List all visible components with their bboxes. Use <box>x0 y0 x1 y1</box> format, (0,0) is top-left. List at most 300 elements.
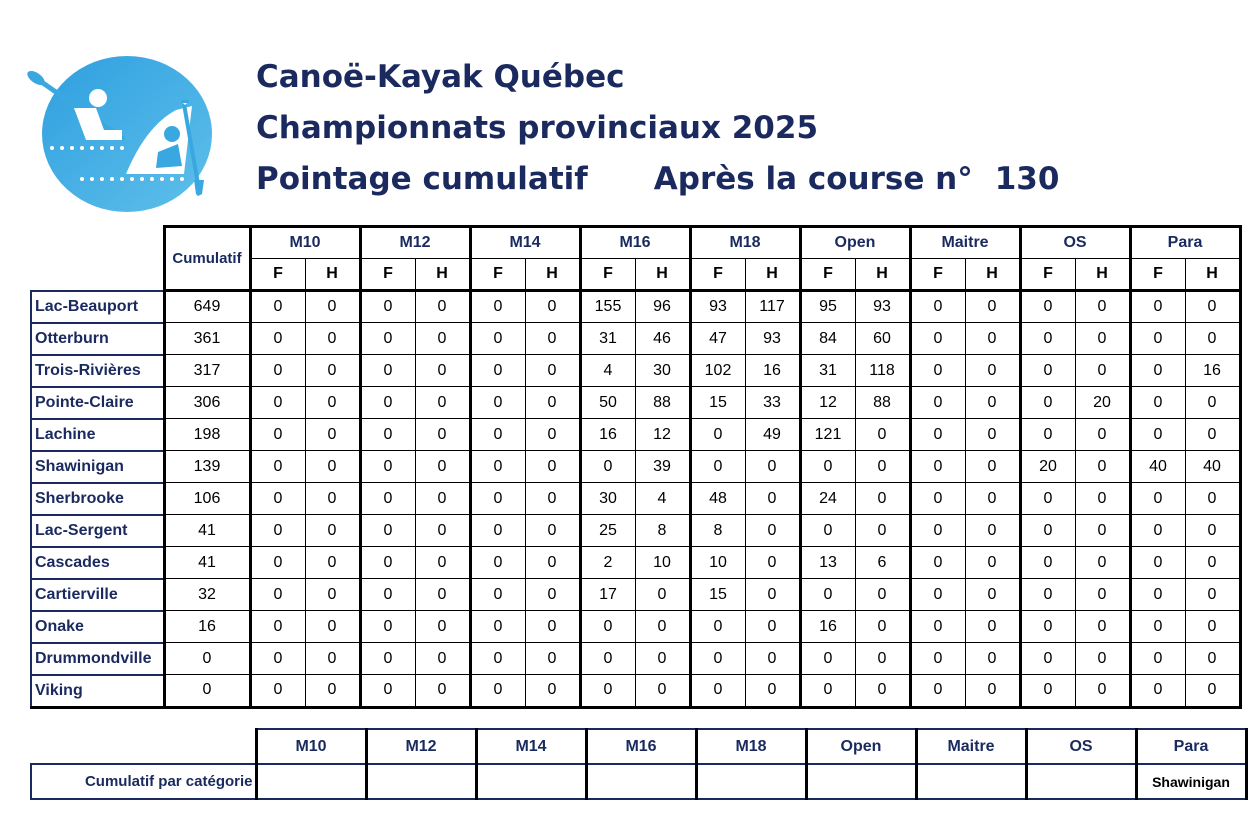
score-cell: 0 <box>470 611 525 643</box>
score-cell: 0 <box>910 323 965 355</box>
score-cell: 0 <box>1020 643 1075 675</box>
score-cell: 0 <box>965 387 1020 419</box>
score-cell: 0 <box>360 387 415 419</box>
club-total: 41 <box>164 547 250 579</box>
page-subtitle: Championnats provinciaux 2025 <box>256 110 819 146</box>
table-row <box>31 515 1240 547</box>
score-cell: 20 <box>1075 387 1130 419</box>
score-cell: 0 <box>360 419 415 451</box>
table-row <box>31 291 1240 323</box>
score-cell: 102 <box>690 355 745 387</box>
summary-category-header: M12 <box>366 729 476 764</box>
score-cell: 12 <box>800 387 855 419</box>
score-cell: 0 <box>855 675 910 708</box>
score-cell: 0 <box>1185 643 1240 675</box>
score-cell: 0 <box>1185 323 1240 355</box>
club-total: 649 <box>164 291 250 323</box>
club-name: Viking <box>31 675 164 708</box>
standings-table <box>30 225 1242 709</box>
score-cell: 0 <box>1020 291 1075 323</box>
score-cell: 0 <box>910 387 965 419</box>
score-cell: 93 <box>855 291 910 323</box>
score-cell: 0 <box>360 451 415 483</box>
score-cell: 0 <box>1185 579 1240 611</box>
score-cell: 0 <box>1185 483 1240 515</box>
score-cell: 0 <box>1185 547 1240 579</box>
sub-header-h: H <box>525 259 580 291</box>
score-cell: 0 <box>415 547 470 579</box>
score-cell: 0 <box>415 483 470 515</box>
score-cell: 0 <box>470 643 525 675</box>
score-cell: 0 <box>525 451 580 483</box>
score-cell: 13 <box>800 547 855 579</box>
score-cell: 0 <box>910 291 965 323</box>
score-cell: 0 <box>525 515 580 547</box>
table-row <box>31 355 1240 387</box>
club-total: 317 <box>164 355 250 387</box>
score-cell: 0 <box>525 547 580 579</box>
score-cell: 0 <box>250 483 305 515</box>
sub-header-h: H <box>965 259 1020 291</box>
score-cell: 0 <box>250 643 305 675</box>
score-cell: 0 <box>580 675 635 708</box>
score-cell: 0 <box>415 387 470 419</box>
score-cell: 118 <box>855 355 910 387</box>
club-total: 32 <box>164 579 250 611</box>
score-cell: 0 <box>1020 547 1075 579</box>
score-cell: 0 <box>470 483 525 515</box>
sub-header-f: F <box>1130 259 1185 291</box>
score-cell: 0 <box>305 579 360 611</box>
summary-winner <box>1026 764 1136 799</box>
club-name: Lac-Beauport <box>31 291 164 323</box>
score-cell: 155 <box>580 291 635 323</box>
category-summary-table <box>30 728 1248 800</box>
club-name: Shawinigan <box>31 451 164 483</box>
summary-winner <box>806 764 916 799</box>
score-cell: 30 <box>580 483 635 515</box>
score-cell: 0 <box>745 515 800 547</box>
summary-category-header: M16 <box>586 729 696 764</box>
score-cell: 31 <box>580 323 635 355</box>
club-name: Cascades <box>31 547 164 579</box>
score-cell: 10 <box>635 547 690 579</box>
score-cell: 0 <box>745 675 800 708</box>
header-spacer <box>31 227 164 291</box>
score-cell: 49 <box>745 419 800 451</box>
score-cell: 0 <box>690 451 745 483</box>
score-cell: 0 <box>305 355 360 387</box>
score-cell: 0 <box>470 547 525 579</box>
category-header: M12 <box>360 227 470 259</box>
score-cell: 50 <box>580 387 635 419</box>
after-race-label: Après la course n° <box>653 161 973 197</box>
score-cell: 84 <box>800 323 855 355</box>
club-name: Trois-Rivières <box>31 355 164 387</box>
sub-header-h: H <box>1075 259 1130 291</box>
score-cell: 0 <box>580 643 635 675</box>
score-cell: 0 <box>305 387 360 419</box>
score-cell: 0 <box>910 419 965 451</box>
sub-header-h: H <box>1185 259 1240 291</box>
score-cell: 0 <box>305 515 360 547</box>
score-cell: 0 <box>1130 611 1185 643</box>
score-cell: 0 <box>415 291 470 323</box>
table-row <box>31 579 1240 611</box>
score-cell: 0 <box>855 483 910 515</box>
score-cell: 0 <box>470 515 525 547</box>
score-cell: 20 <box>1020 451 1075 483</box>
score-cell: 0 <box>525 579 580 611</box>
score-cell: 0 <box>910 451 965 483</box>
score-cell: 0 <box>1020 419 1075 451</box>
score-cell: 0 <box>855 451 910 483</box>
score-cell: 16 <box>580 419 635 451</box>
score-cell: 0 <box>305 675 360 708</box>
score-cell: 0 <box>910 483 965 515</box>
score-cell: 0 <box>1130 547 1185 579</box>
score-cell: 0 <box>305 643 360 675</box>
score-cell: 0 <box>415 355 470 387</box>
club-total: 139 <box>164 451 250 483</box>
score-cell: 0 <box>305 291 360 323</box>
score-cell: 0 <box>525 643 580 675</box>
score-cell: 0 <box>250 611 305 643</box>
score-cell: 0 <box>965 355 1020 387</box>
summary-header-row <box>31 729 1246 764</box>
score-cell: 0 <box>1130 483 1185 515</box>
score-cell: 0 <box>690 643 745 675</box>
category-header: M14 <box>470 227 580 259</box>
sub-header-f: F <box>1020 259 1075 291</box>
score-cell: 10 <box>690 547 745 579</box>
score-cell: 4 <box>580 355 635 387</box>
club-total: 16 <box>164 611 250 643</box>
summary-winner <box>696 764 806 799</box>
score-cell: 0 <box>360 547 415 579</box>
score-cell: 0 <box>415 611 470 643</box>
score-cell: 0 <box>1130 387 1185 419</box>
score-cell: 0 <box>910 611 965 643</box>
sub-header-h: H <box>745 259 800 291</box>
score-cell: 60 <box>855 323 910 355</box>
score-cell: 40 <box>1185 451 1240 483</box>
score-cell: 6 <box>855 547 910 579</box>
page-header <box>256 52 1059 205</box>
score-cell: 0 <box>360 643 415 675</box>
score-cell: 48 <box>690 483 745 515</box>
club-name: Cartierville <box>31 579 164 611</box>
score-cell: 95 <box>800 291 855 323</box>
table-row <box>31 643 1240 675</box>
score-cell: 0 <box>965 515 1020 547</box>
club-total: 306 <box>164 387 250 419</box>
score-cell: 93 <box>690 291 745 323</box>
club-name: Otterburn <box>31 323 164 355</box>
score-cell: 17 <box>580 579 635 611</box>
score-cell: 0 <box>470 451 525 483</box>
score-cell: 0 <box>965 291 1020 323</box>
score-cell: 0 <box>415 643 470 675</box>
score-cell: 88 <box>855 387 910 419</box>
category-header-row <box>31 227 1240 259</box>
score-cell: 0 <box>910 579 965 611</box>
score-cell: 33 <box>745 387 800 419</box>
score-cell: 0 <box>965 643 1020 675</box>
club-name: Drummondville <box>31 643 164 675</box>
score-cell: 16 <box>800 611 855 643</box>
score-cell: 0 <box>1020 323 1075 355</box>
score-cell: 39 <box>635 451 690 483</box>
score-cell: 0 <box>525 611 580 643</box>
club-total: 106 <box>164 483 250 515</box>
summary-winner: Shawinigan <box>1136 764 1246 799</box>
sub-header-f: F <box>250 259 305 291</box>
score-cell: 0 <box>1020 675 1075 708</box>
score-cell: 0 <box>415 675 470 708</box>
score-cell: 0 <box>690 419 745 451</box>
table-row <box>31 483 1240 515</box>
score-cell: 0 <box>470 291 525 323</box>
score-cell: 0 <box>305 611 360 643</box>
score-cell: 0 <box>910 515 965 547</box>
summary-values-row <box>31 764 1246 799</box>
sub-header-h: H <box>635 259 690 291</box>
score-cell: 0 <box>580 451 635 483</box>
score-cell: 0 <box>635 611 690 643</box>
score-cell: 0 <box>250 515 305 547</box>
score-cell: 0 <box>525 419 580 451</box>
score-cell: 0 <box>800 515 855 547</box>
score-cell: 0 <box>360 611 415 643</box>
score-cell: 0 <box>250 419 305 451</box>
summary-winner <box>586 764 696 799</box>
score-cell: 0 <box>855 611 910 643</box>
score-cell: 0 <box>360 483 415 515</box>
score-cell: 0 <box>305 419 360 451</box>
score-cell: 0 <box>1130 643 1185 675</box>
score-cell: 0 <box>1185 387 1240 419</box>
club-total: 198 <box>164 419 250 451</box>
score-cell: 0 <box>1185 419 1240 451</box>
score-cell: 16 <box>745 355 800 387</box>
score-cell: 0 <box>745 483 800 515</box>
score-cell: 117 <box>745 291 800 323</box>
score-cell: 0 <box>690 675 745 708</box>
sub-header-f: F <box>800 259 855 291</box>
score-cell: 0 <box>470 387 525 419</box>
score-cell: 0 <box>415 579 470 611</box>
score-cell: 0 <box>965 611 1020 643</box>
summary-spacer <box>31 729 256 764</box>
score-cell: 0 <box>1020 579 1075 611</box>
score-cell: 0 <box>470 579 525 611</box>
score-cell: 8 <box>690 515 745 547</box>
score-cell: 0 <box>800 675 855 708</box>
score-cell: 0 <box>1020 483 1075 515</box>
canoe-kayak-logo-icon <box>26 56 216 212</box>
category-header: M16 <box>580 227 690 259</box>
score-cell: 0 <box>470 355 525 387</box>
club-name: Pointe-Claire <box>31 387 164 419</box>
score-cell: 0 <box>305 483 360 515</box>
score-cell: 0 <box>855 643 910 675</box>
score-cell: 0 <box>855 419 910 451</box>
table-row <box>31 323 1240 355</box>
score-cell: 0 <box>910 643 965 675</box>
sub-header-h: H <box>305 259 360 291</box>
sub-header-f: F <box>580 259 635 291</box>
table-row <box>31 451 1240 483</box>
score-cell: 93 <box>745 323 800 355</box>
club-total: 41 <box>164 515 250 547</box>
club-name: Onake <box>31 611 164 643</box>
category-header: Para <box>1130 227 1240 259</box>
score-cell: 0 <box>360 515 415 547</box>
score-cell: 0 <box>745 579 800 611</box>
score-cell: 0 <box>250 451 305 483</box>
score-cell: 0 <box>250 547 305 579</box>
score-cell: 4 <box>635 483 690 515</box>
score-cell: 0 <box>1020 355 1075 387</box>
score-cell: 0 <box>525 483 580 515</box>
summary-category-header: M10 <box>256 729 366 764</box>
score-cell: 96 <box>635 291 690 323</box>
sub-header-f: F <box>690 259 745 291</box>
summary-category-header: OS <box>1026 729 1136 764</box>
score-cell: 0 <box>1075 579 1130 611</box>
score-cell: 30 <box>635 355 690 387</box>
table-row <box>31 611 1240 643</box>
club-total: 0 <box>164 643 250 675</box>
score-cell: 0 <box>965 547 1020 579</box>
sub-header-f: F <box>910 259 965 291</box>
table-row <box>31 387 1240 419</box>
summary-winner <box>256 764 366 799</box>
race-number: 130 <box>994 161 1060 197</box>
score-cell: 0 <box>1075 483 1130 515</box>
score-cell: 0 <box>525 675 580 708</box>
score-cell: 0 <box>965 419 1020 451</box>
score-cell: 16 <box>1185 355 1240 387</box>
summary-category-header: M14 <box>476 729 586 764</box>
score-cell: 0 <box>415 323 470 355</box>
table-row <box>31 419 1240 451</box>
score-cell: 0 <box>745 451 800 483</box>
score-cell: 0 <box>1075 451 1130 483</box>
category-header: Maitre <box>910 227 1020 259</box>
score-cell: 0 <box>1185 611 1240 643</box>
score-cell: 0 <box>580 611 635 643</box>
club-name: Lachine <box>31 419 164 451</box>
score-cell: 0 <box>415 515 470 547</box>
score-cell: 0 <box>965 323 1020 355</box>
club-name: Sherbrooke <box>31 483 164 515</box>
score-cell: 8 <box>635 515 690 547</box>
sub-header-h: H <box>415 259 470 291</box>
score-cell: 0 <box>965 579 1020 611</box>
club-name: Lac-Sergent <box>31 515 164 547</box>
summary-label: Cumulatif par catégorie <box>31 764 256 799</box>
scoring-line <box>256 154 1059 205</box>
score-cell: 0 <box>360 675 415 708</box>
score-cell: 0 <box>525 355 580 387</box>
score-cell: 0 <box>1130 515 1185 547</box>
score-cell: 0 <box>1020 611 1075 643</box>
score-cell: 0 <box>1075 355 1130 387</box>
score-cell: 0 <box>1075 515 1130 547</box>
score-cell: 0 <box>1130 579 1185 611</box>
score-cell: 0 <box>1075 547 1130 579</box>
sub-header-f: F <box>470 259 525 291</box>
score-cell: 0 <box>525 291 580 323</box>
score-cell: 121 <box>800 419 855 451</box>
score-cell: 0 <box>415 451 470 483</box>
score-cell: 0 <box>360 323 415 355</box>
table-row <box>31 547 1240 579</box>
summary-category-header: M18 <box>696 729 806 764</box>
score-cell: 0 <box>250 387 305 419</box>
sub-header-f: F <box>360 259 415 291</box>
score-cell: 0 <box>1130 355 1185 387</box>
score-cell: 0 <box>690 611 745 643</box>
score-cell: 0 <box>910 547 965 579</box>
score-cell: 31 <box>800 355 855 387</box>
score-cell: 0 <box>1075 419 1130 451</box>
score-cell: 0 <box>1130 323 1185 355</box>
score-cell: 0 <box>635 675 690 708</box>
score-cell: 0 <box>1075 291 1130 323</box>
score-cell: 0 <box>525 387 580 419</box>
score-cell: 24 <box>800 483 855 515</box>
summary-category-header: Open <box>806 729 916 764</box>
score-cell: 0 <box>305 323 360 355</box>
score-cell: 0 <box>910 355 965 387</box>
score-cell: 0 <box>1020 387 1075 419</box>
score-cell: 0 <box>965 675 1020 708</box>
summary-winner <box>366 764 476 799</box>
category-header: M18 <box>690 227 800 259</box>
page-title: Canoë-Kayak Québec <box>256 59 625 95</box>
score-cell: 0 <box>965 483 1020 515</box>
score-cell: 0 <box>360 291 415 323</box>
sub-header-h: H <box>855 259 910 291</box>
score-cell: 0 <box>635 579 690 611</box>
score-cell: 15 <box>690 387 745 419</box>
score-cell: 0 <box>250 579 305 611</box>
scoring-label: Pointage cumulatif <box>256 161 588 197</box>
score-cell: 0 <box>250 675 305 708</box>
score-cell: 0 <box>470 323 525 355</box>
score-cell: 0 <box>1075 675 1130 708</box>
summary-winner <box>916 764 1026 799</box>
score-cell: 12 <box>635 419 690 451</box>
score-cell: 0 <box>745 611 800 643</box>
score-cell: 47 <box>690 323 745 355</box>
score-cell: 0 <box>745 547 800 579</box>
score-cell: 0 <box>305 547 360 579</box>
score-cell: 0 <box>1130 675 1185 708</box>
table-row <box>31 675 1240 708</box>
score-cell: 46 <box>635 323 690 355</box>
score-cell: 88 <box>635 387 690 419</box>
score-cell: 40 <box>1130 451 1185 483</box>
score-cell: 25 <box>580 515 635 547</box>
score-cell: 0 <box>1185 515 1240 547</box>
score-cell: 0 <box>1075 611 1130 643</box>
club-total: 0 <box>164 675 250 708</box>
score-cell: 0 <box>360 355 415 387</box>
